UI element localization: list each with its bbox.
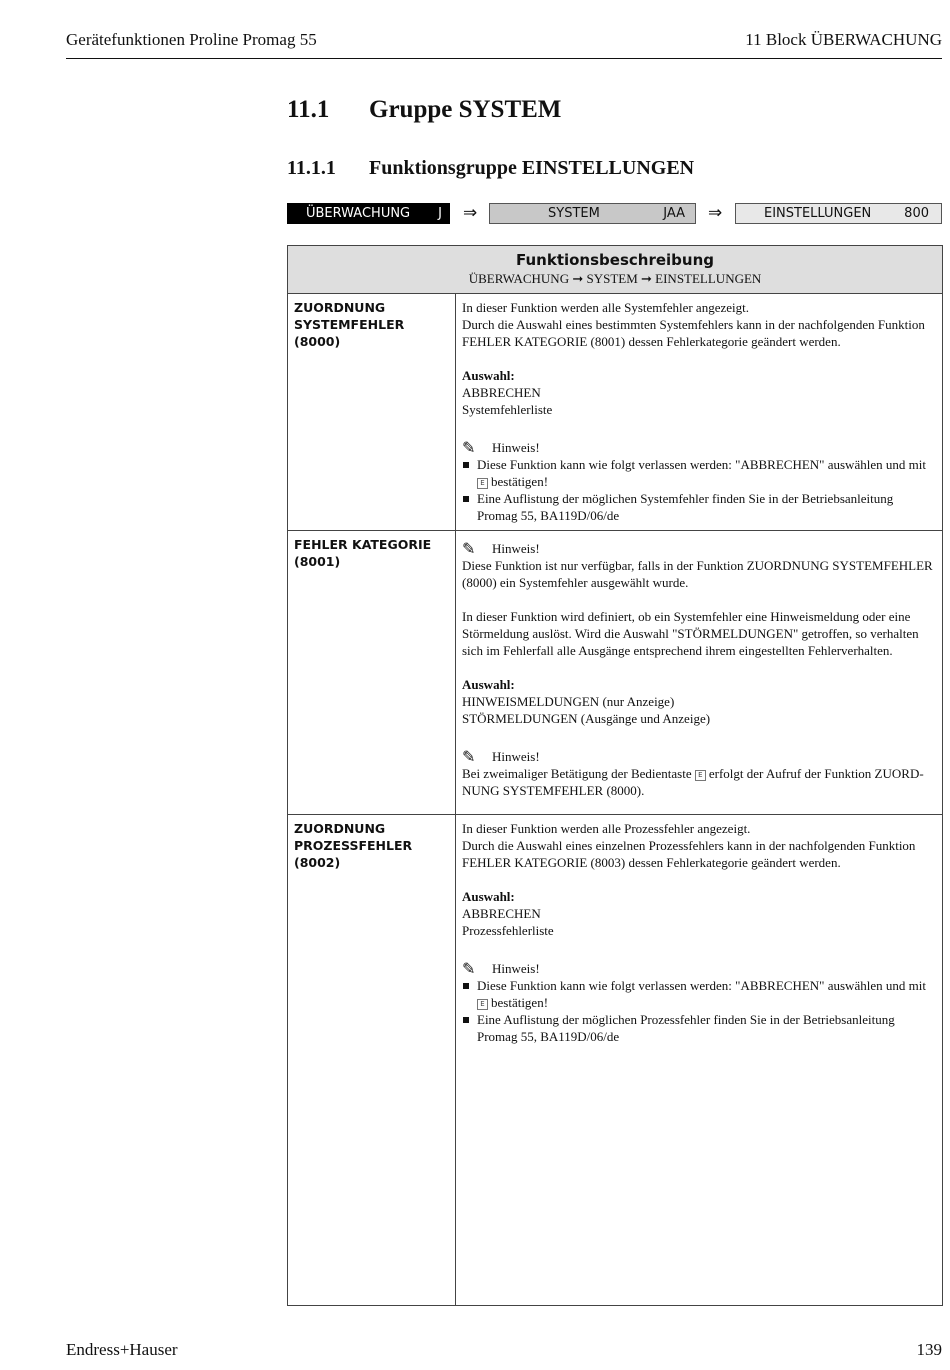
hint-label: Hinweis! xyxy=(492,440,540,455)
page-number: 139 xyxy=(916,1340,942,1359)
nav-block-box xyxy=(287,203,450,224)
list-item-text: bestätigen! xyxy=(491,995,549,1010)
enter-key-icon: E xyxy=(477,999,488,1010)
description-text: In dieser Funktion werden alle Prozessfehler angezeigt. xyxy=(462,821,751,836)
list-item xyxy=(462,977,936,1011)
subsection-heading xyxy=(287,157,694,180)
hint-heading xyxy=(462,748,936,765)
table-row xyxy=(288,815,943,1306)
function-description xyxy=(456,294,943,531)
description-text: Durch die Auswahl eines einzelnen Prozessfehlers kann in der nachfolgenden Funktion FEHLER KATEGORIE (8003) dessen Fehlerkategorie geändert werden. xyxy=(462,838,916,870)
enter-key-icon: E xyxy=(695,770,706,781)
pencil-icon: ✎ xyxy=(462,539,476,558)
hint-label: Hinweis! xyxy=(492,541,540,556)
subsection-number: 11.1.1 xyxy=(287,157,336,179)
section-heading xyxy=(287,96,561,124)
hint-text-part: erfolgt der Aufruf der Funktion ZUORD-NUNG SYSTEMFEHLER (8000). xyxy=(462,766,924,798)
hint-label: Hinweis! xyxy=(492,961,540,976)
nav-function-group-label: EINSTELLUNGEN xyxy=(764,206,872,221)
list-item-text: Diese Funktion kann wie folgt verlassen werden: "ABBRECHEN" auswählen und mit xyxy=(477,978,926,993)
table-path: ÜBERWACHUNG ➞ SYSTEM ➞ EINSTELLUNGEN xyxy=(468,271,762,286)
nav-group-code: JAA xyxy=(663,206,685,221)
list-item-text: Diese Funktion kann wie folgt verlassen werden: "ABBRECHEN" auswählen und mit xyxy=(477,457,926,472)
description-text: In dieser Funktion wird definiert, ob ein Systemfehler eine Hinweismeldung oder eine Störmeldung auslöst. Wird die Auswahl "STÖRMELDUNGEN" getroffen, so verhalten sich im Fehlerfall alle Ausgänge entsprechend ihrem eingestellten Fehlerverhalten. xyxy=(462,609,919,658)
subsection-title: Funktionsgruppe EINSTELLUNGEN xyxy=(369,157,695,179)
list-item: Eine Auflistung der möglichen Systemfehler finden Sie in der Betriebsanleitung Promag 55, BA119D/06/de xyxy=(462,490,936,524)
table-header xyxy=(288,246,943,294)
hint-heading xyxy=(462,960,936,977)
list-item-text: bestätigen! xyxy=(491,474,549,489)
nav-block-label: ÜBERWACHUNG xyxy=(306,206,411,221)
function-description xyxy=(456,815,943,1306)
nav-block-code: J xyxy=(438,206,442,221)
choice-option: ABBRECHEN xyxy=(462,906,541,921)
function-name: FEHLER KATEGORIE (8001) xyxy=(288,531,456,815)
enter-key-icon: E xyxy=(477,478,488,489)
nav-function-group-box xyxy=(735,203,942,224)
hint-text xyxy=(462,765,936,799)
pencil-icon: ✎ xyxy=(462,438,476,457)
function-name: ZUORDNUNG SYSTEMFEHLER (8000) xyxy=(288,294,456,531)
hint-list xyxy=(462,977,936,1045)
description-text: In dieser Funktion werden alle Systemfehler angezeigt. xyxy=(462,300,749,315)
pencil-icon: ✎ xyxy=(462,959,476,978)
hint-list xyxy=(462,456,936,524)
description-text: Durch die Auswahl eines bestimmten Systemfehlers kann in der nachfolgenden Funktion FEHLER KATEGORIE (8001) dessen Fehlerkategorie geändert werden. xyxy=(462,317,925,349)
hint-heading xyxy=(462,439,936,456)
hint-heading xyxy=(462,540,936,557)
hint-text-part: Bei zweimaliger Betätigung der Bedientaste xyxy=(462,766,692,781)
choice-label: Auswahl: xyxy=(462,889,515,904)
table-row xyxy=(288,531,943,815)
nav-group-label: SYSTEM xyxy=(548,206,600,221)
running-header-right: 11 Block ÜBERWACHUNG xyxy=(745,30,942,49)
list-item xyxy=(462,456,936,490)
header-rule xyxy=(66,58,942,59)
nav-function-group-code: 800 xyxy=(904,206,929,221)
hint-text: Diese Funktion ist nur verfügbar, falls in der Funktion ZUORDNUNG SYSTEMFEHLER (8000) ein Systemfehler ausgewählt wurde. xyxy=(462,558,933,590)
list-item: Eine Auflistung der möglichen Prozessfehler finden Sie in der Betriebsanleitung Promag 55, BA119D/06/de xyxy=(462,1011,936,1045)
nav-group-box xyxy=(489,203,696,224)
footer-brand: Endress+Hauser xyxy=(66,1340,178,1359)
table-row xyxy=(288,294,943,531)
pencil-icon: ✎ xyxy=(462,747,476,766)
nav-arrow-icon: ⇒ xyxy=(463,203,478,223)
choice-option: HINWEISMELDUNGEN (nur Anzeige) xyxy=(462,694,675,709)
choice-label: Auswahl: xyxy=(462,677,515,692)
function-name: ZUORDNUNG PROZESSFEHLER (8002) xyxy=(288,815,456,1306)
function-description xyxy=(456,531,943,815)
section-number: 11.1 xyxy=(287,96,330,123)
nav-arrow-icon: ⇒ xyxy=(708,203,723,223)
choice-option: STÖRMELDUNGEN (Ausgänge und Anzeige) xyxy=(462,711,711,726)
choice-option: ABBRECHEN xyxy=(462,385,541,400)
function-description-table xyxy=(287,245,943,1306)
section-title: Gruppe SYSTEM xyxy=(369,96,562,123)
running-header-left: Gerätefunktionen Proline Promag 55 xyxy=(66,30,317,49)
choice-option: Systemfehlerliste xyxy=(462,402,553,417)
hint-label: Hinweis! xyxy=(492,749,540,764)
choice-label: Auswahl: xyxy=(462,368,515,383)
choice-option: Prozessfehlerliste xyxy=(462,923,554,938)
table-title: Funktionsbeschreibung xyxy=(515,251,714,269)
